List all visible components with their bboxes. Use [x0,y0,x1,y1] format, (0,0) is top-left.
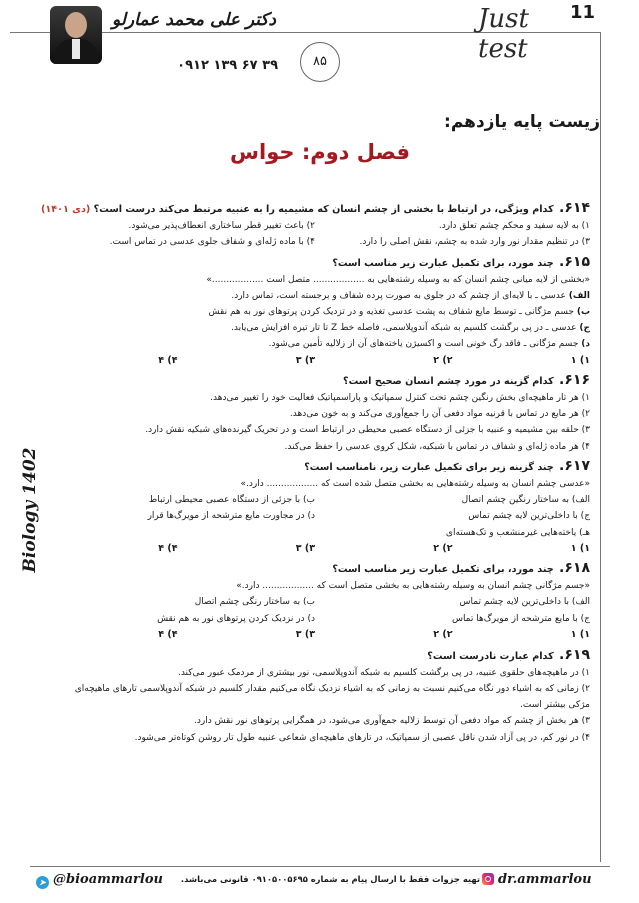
chapter-title: فصل دوم: حواس [230,140,410,164]
margin-rule [600,32,601,862]
instagram-handle[interactable] [482,872,602,887]
section-title: زیست پایه یازدهم: [444,112,600,132]
statement-row [40,492,590,508]
statement-text: جسم مژگانی ـ فاقد رگ خونی است و اکسیژن یاخته‌های آن از زلالیه تأمین می‌شود. [268,339,579,350]
statement-item: هـ) یاخته‌هایی غیرمنشعب و تک‌هسته‌ای [445,527,590,538]
question-617 [40,458,590,558]
statement-label: الف) [568,290,590,301]
statement-text: عدسی ـ با لایه‌ای از چشم که در جلوی به صورت پرده شفاف و برجسته است، تماس دارد. [231,290,566,301]
option-4[interactable]: ۴) هر ماده ژله‌ای و شفاف در تماس با شبکیه، شکل کروی عدسی را حفظ می‌کند. [284,441,590,452]
question-text: کدام ویژگی، در ارتباط با بخشی از چشم انسان که مشیمیه را به عنبیه مرتبط می‌کند درست است؟ [93,204,554,215]
option-row [40,218,590,234]
question-text: کدام عبارت نادرست است؟ [427,650,554,662]
page-number: ۸۵ [300,42,340,82]
statement-item: ج) با داخلی‌ترین لایه چشم تماس [468,511,590,522]
question-615 [40,254,590,369]
answer-2[interactable]: ۲) ۲ [433,629,453,641]
statement-label: د) [581,339,590,350]
option-4[interactable]: ۴) با ماده ژله‌ای و شفاف جلوی عدسی در تماس است. [109,237,315,248]
author-signature: دکتر علی محمد عمارلو [111,10,276,30]
exam-tag: (دی ۱۴۰۱) [40,204,91,215]
author-photo [50,6,102,64]
side-label-text: Biology 1402 [20,447,40,573]
answer-3[interactable]: ۳) ۳ [295,543,315,555]
statement-label: ج) [579,323,590,334]
statement-item: ب) به ساختار رنگی چشم اتصال [194,597,315,608]
answer-4[interactable]: ۴) ۴ [158,543,178,555]
statement-row [40,594,590,610]
question-number: ۶۱۸. [559,560,590,577]
answer-row [40,353,590,369]
footer-note: تهیه جزوات فقط با ارسال پیام به شماره ۰۹۱۰۵۰۰۵۶۹۵ قانونی می‌باشد. [180,874,480,884]
statement-row [40,611,590,627]
statement-row [40,525,590,541]
statement-item [40,288,590,304]
option-1[interactable]: ۱) در ماهیچه‌های حلقوی عنبیه، در پی برگشت کلسیم به شبکه آندوپلاسمی، نور بیشتری از مردمک عبور می‌کند. [177,667,590,678]
question-stem [40,560,590,578]
statement-item: ب) با جزئی از دستگاه عصبی محیطی ارتباط [148,494,315,505]
question-number: ۶۱۴. [559,200,590,216]
answer-2[interactable]: ۲) ۲ [433,543,453,555]
answer-1[interactable]: ۱) ۱ [570,543,590,555]
answer-3[interactable]: ۳) ۳ [295,354,315,366]
option-3[interactable]: ۳) حلقه بین مشیمیه و عنبیه با جزئی از دستگاه عصبی محیطی در ارتباط است و در تحریک گیرنده‌های شبکیه نقش دارد. [145,425,590,436]
question-text: چند مورد، برای تکمیل عبارت زیر مناسب است؟ [332,257,554,269]
telegram-text: @bioammarlou [53,872,163,887]
brand-number: 11 [570,2,596,23]
answer-row [40,627,590,643]
brand-logo: Just test [478,4,529,64]
question-text: چند گزینه زیر برای تکمیل عبارت زیر، نامناسب است؟ [304,461,554,473]
statement-item: د) در مجاورت مایع مترشحه از مویرگ‌ها قرار [147,511,315,522]
question-stem [40,254,590,272]
answer-row [40,541,590,557]
option-1[interactable]: ۱) به لایه سفید و محکم چشم تعلق دارد. [438,221,590,231]
statement-item [40,304,590,320]
question-614 [40,200,590,251]
answer-4[interactable]: ۴) ۴ [158,354,178,366]
question-618 [40,560,590,643]
question-list [40,200,590,749]
answer-2[interactable]: ۲) ۲ [433,354,453,366]
instagram-icon [482,873,494,885]
option-1[interactable]: ۱) هر تار ماهیچه‌ای بخش رنگین چشم تحت کنترل سمپاتیک و پاراسمپاتیک فعالیت خود را تغییر می‌دهد. [210,393,590,404]
answer-1[interactable]: ۱) ۱ [570,354,590,366]
statement-item [40,336,590,352]
statement-item: د) در نزدیک کردن پرتوهای نور به هم نقش [157,613,315,624]
question-number: ۶۱۷. [559,457,590,474]
statement-text: عدسی ـ در پی برگشت کلسیم به شبکه آندوپلاسمی، فاصله خط Z تا تار تیره افزایش می‌یابد. [231,323,577,334]
question-text: کدام گزینه در مورد چشم انسان صحیح است؟ [343,376,554,388]
option-3[interactable]: ۳) هر بخش از چشم که مواد دفعی آن توسط زلالیه جمع‌آوری می‌شود، در همگرایی پرتوهای نور نقش دارد. [193,716,590,727]
question-stem [40,647,590,665]
telegram-icon: ➤ [36,876,49,889]
question-stem [40,458,590,476]
statement-item [40,320,590,336]
footer-rule [30,866,610,867]
statement-item: الف) با داخلی‌ترین لایه چشم تماس [459,597,590,608]
statement-item: ج) با مایع مترشحه از مویرگ‌ها تماس [451,613,590,624]
option-4[interactable]: ۴) در نور کم، در پی آزاد شدن ناقل عصبی از سمپاتیک، در تارهای ماهیچه‌ای شعاعی عنبیه طول تار روشن کوتاه‌تر می‌شود. [134,732,590,743]
answer-1[interactable]: ۱) ۱ [570,629,590,641]
instagram-text: dr.ammarlou [498,872,592,887]
question-quote: «عدسی چشم انسان به وسیله رشته‌هایی به بخشی متصل شده است که .................. دارد.» [240,478,590,489]
question-quote: «بخشی از لایه میانی چشم انسان که به وسیله رشته‌هایی به .................. متصل است ..................» [206,274,590,285]
question-number: ۶۱۹. [559,646,590,663]
question-number: ۶۱۶. [559,372,590,389]
option-2-continued: مژکی بیشتر است. [520,700,590,711]
question-stem [40,372,590,390]
question-text: چند مورد، برای تکمیل عبارت زیر مناسب است؟ [332,564,554,576]
question-616 [40,372,590,455]
option-2[interactable]: ۲) هر مایع در تماس با قرنیه مواد دفعی آن را جمع‌آوری می‌کند و به خون می‌دهد. [289,409,590,420]
question-stem [40,200,590,218]
side-label [20,420,40,600]
answer-4[interactable]: ۴) ۴ [158,629,178,641]
question-number: ۶۱۵. [559,253,590,270]
question-quote: «جسم مژگانی چشم انسان به وسیله رشته‌هایی به بخشی متصل است که .................. دارد.» [236,581,590,592]
statement-row [40,508,590,524]
option-3[interactable]: ۳) در تنظیم مقدار نور وارد شده به چشم، نقش اصلی را دارد. [359,237,590,248]
statement-label: ب) [576,307,590,318]
question-619 [40,647,590,746]
option-2[interactable]: ۲) باعث تغییر قطر ساختاری انعطاف‌پذیر می‌شود. [128,221,315,231]
option-2[interactable]: ۲) زمانی که به اشیاء دور نگاه می‌کنیم نسبت به زمانی که به اشیاء نزدیک نگاه می‌کنیم مقدار کلسیم در شبکه آندوپلاسمی تارهای ماهیچه‌ای [74,683,590,694]
author-phone: ۰۹۱۲ ۱۳۹ ۶۷ ۳۹ [177,58,278,73]
telegram-handle[interactable] [36,872,186,889]
answer-3[interactable]: ۳) ۳ [295,629,315,641]
statement-item: الف) به ساختار رنگین چشم اتصال [461,494,590,505]
statement-text: جسم مژگانی ـ توسط مایع شفاف به پشت عدسی تغذیه و در تزدیک کردن پرتوهای نور به هم نقش [208,307,574,318]
option-row [40,234,590,250]
